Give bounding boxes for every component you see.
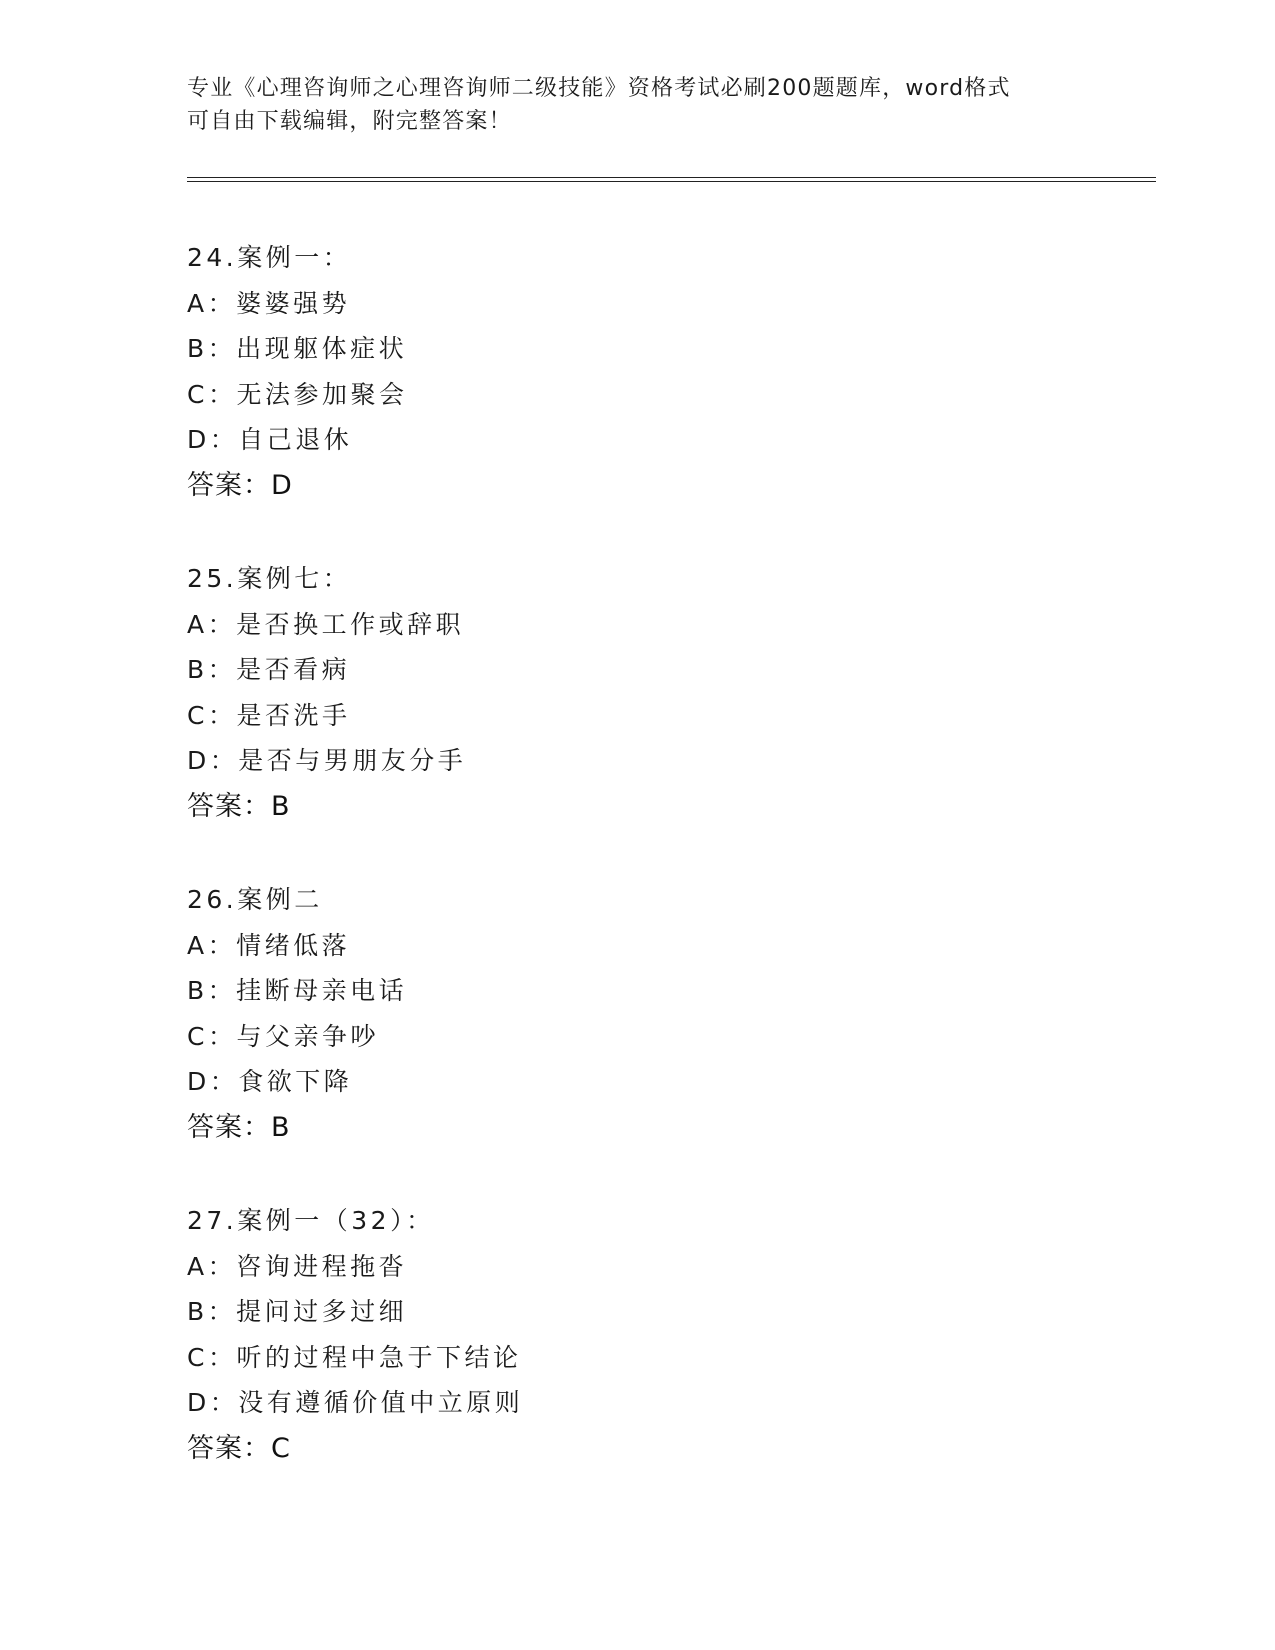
header-line-2: 可自由下载编辑，附完整答案！: [187, 109, 512, 134]
option-c: C：是否洗手: [187, 700, 351, 730]
option-d: D：是否与男朋友分手: [187, 746, 467, 775]
question-27: [187, 1198, 1087, 1519]
option-c: C：与父亲争吵: [187, 1021, 379, 1051]
answer-line: 答案：C: [187, 1432, 291, 1464]
question-list: [187, 235, 1087, 1519]
option-a: A：是否换工作或辞职: [187, 609, 465, 639]
option-d: D：没有遵循价值中立原则: [187, 1388, 524, 1417]
option-a: A：咨询进程拖沓: [187, 1251, 408, 1281]
option-c: C：无法参加聚会: [187, 379, 408, 409]
question-24: [187, 235, 1087, 556]
option-c: C：听的过程中急于下结论: [187, 1342, 522, 1372]
option-d: D：食欲下降: [187, 1067, 353, 1096]
question-title: 27.案例一（32）：: [187, 1206, 435, 1235]
option-d: D：自己退休: [187, 425, 353, 454]
document-header: [187, 72, 1087, 138]
answer-line: 答案：B: [187, 1111, 291, 1143]
option-a: A：婆婆强势: [187, 288, 351, 318]
answer-line: 答案：B: [187, 790, 291, 822]
header-divider: [187, 177, 1156, 182]
question-title: 26.案例二: [187, 885, 323, 914]
question-25: [187, 556, 1087, 877]
question-title: 25.案例七：: [187, 564, 352, 593]
header-line-1: 专业《心理咨询师之心理咨询师二级技能》资格考试必刷200题题库，word格式: [187, 76, 1011, 101]
option-b: B：提问过多过细: [187, 1297, 408, 1326]
option-a: A：情绪低落: [187, 930, 351, 960]
option-b: B：是否看病: [187, 655, 351, 684]
question-title: 24.案例一：: [187, 243, 352, 272]
option-b: B：挂断母亲电话: [187, 976, 408, 1005]
question-26: [187, 877, 1087, 1198]
answer-line: 答案：D: [187, 469, 293, 501]
option-b: B：出现躯体症状: [187, 334, 408, 363]
